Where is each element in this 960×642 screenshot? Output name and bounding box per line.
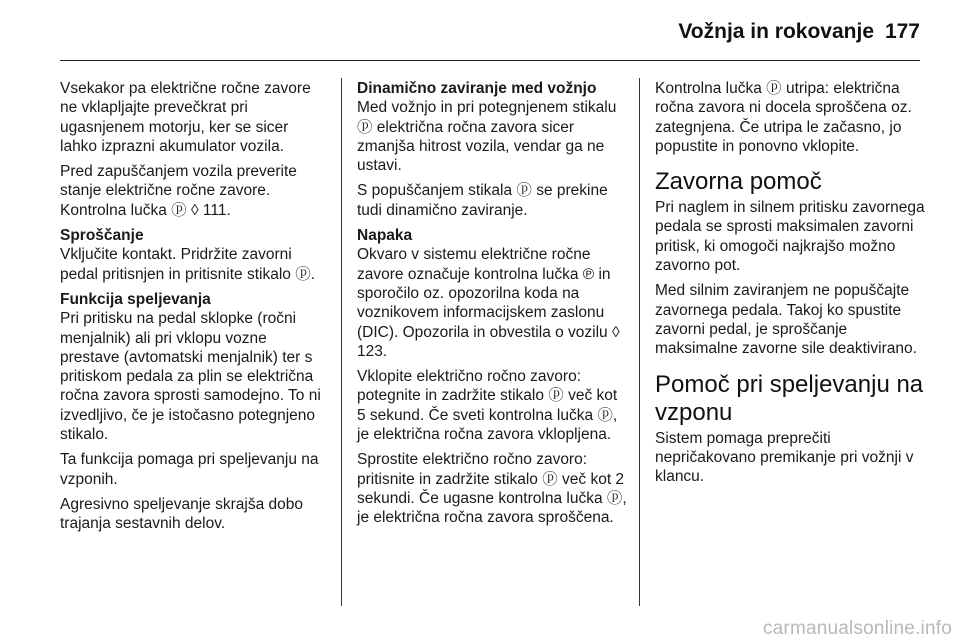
- paragraph: Kontrolna lučka ⓟ utripa: električna ročna zavora ni docela sproščena oz. zategnjena. Če utripa le začasno, jo popustite in ponovno vklopite.: [655, 80, 912, 155]
- column-1: [60, 79, 326, 540]
- watermark: carmanualsonline.info: [762, 618, 952, 639]
- subheading-napaka: Napaka: [357, 227, 413, 245]
- paragraph: Med silnim zaviranjem ne popuščajte zavornega pedala. Takoj ko spustite zavorni pedal, je sproščanje maksimalne zavorne sile deaktivirano.: [655, 282, 917, 358]
- paragraph: Med vožnjo in pri potegnjenem stikalu ⓟ električna ročna zavora sicer zmanjša hitrost vozila, vendar ga ne ustavi.: [357, 99, 617, 175]
- paragraph: Pri pritisku na pedal sklopke (ročni menjalnik) ali pri vklopu vozne prestave (avtomatski menjalnik) ter s pritiskom pedala za plin se električna ročna zavora sprosti samodejno. To ni izvedljivo, če je istočasno potegnjeno stikalo.: [60, 310, 321, 444]
- column-3: [655, 79, 925, 492]
- paragraph: Vklopite električno ročno zavoro: potegnite in zadržite stikalo ⓟ več kot 5 sekund. Če sveti kontrolna lučka ⓟ, je električna ročna zavora vklopljena.: [357, 368, 618, 444]
- column-divider-1: [341, 78, 342, 606]
- heading-zavorna-pomoc: Zavorna pomoč: [655, 168, 822, 196]
- paragraph: Sprostite električno ročno zavoro: pritisnite in zadržite stikalo ⓟ več kot 2 sekundi. Če ugasne kontrolna lučka ⓟ, je električna ročna zavora sproščena.: [357, 451, 627, 527]
- paragraph: Ta funkcija pomaga pri speljevanju na vzponih.: [60, 451, 319, 488]
- heading-pomoc-speljevanje: Pomoč pri speljevanju na vzponu: [655, 370, 924, 426]
- paragraph: Pred zapuščanjem vozila preverite stanje električne ročne zavore. Kontrolna lučka ⓟ ◊ 111.: [60, 163, 297, 219]
- page-header: [0, 0, 960, 60]
- paragraph: Agresivno speljevanje skrajša dobo trajanja sestavnih delov.: [60, 495, 303, 533]
- header-rule: [60, 60, 920, 61]
- subheading-sproscanje: Sproščanje: [60, 227, 144, 245]
- column-divider-2: [639, 78, 640, 606]
- paragraph: S popuščanjem stikala ⓟ se prekine tudi dinamično zaviranje.: [357, 182, 608, 219]
- paragraph: Vsekakor pa električne ročne zavore ne vklapljajte prevečkrat pri ugasnjenem motorju, ker se sicer lahko izprazni akumulator vozila.: [60, 80, 311, 155]
- chapter-title: Vožnja in rokovanje: [678, 20, 874, 43]
- paragraph: Sistem pomaga preprečiti nepričakovano premikanje pri vožnji v klancu.: [655, 429, 914, 486]
- subheading-dinamicno: Dinamično zaviranje med vožnjo: [357, 80, 597, 97]
- paragraph: Pri naglem in silnem pritisku zavornega pedala se sprosti maksimalen zavorni pritisk, ki omogoči najkrajšo možno zavorno pot.: [655, 199, 925, 275]
- paragraph: Vključite kontakt. Pridržite zavorni pedal pritisnjen in pritisnite stikalo ⓟ.: [60, 246, 316, 283]
- page-number: 177: [884, 20, 920, 43]
- paragraph: Okvaro v sistemu električne ročne zavore označuje kontrolna lučka ℗ in sporočilo oz. opozorilna koda na voznikovem informacijskem zaslonu (DIC). Opozorila in obvestila o vozilu ◊ 123.: [357, 246, 620, 360]
- subheading-speljevanje: Funkcija speljevanja: [60, 290, 211, 308]
- column-2: [357, 79, 629, 534]
